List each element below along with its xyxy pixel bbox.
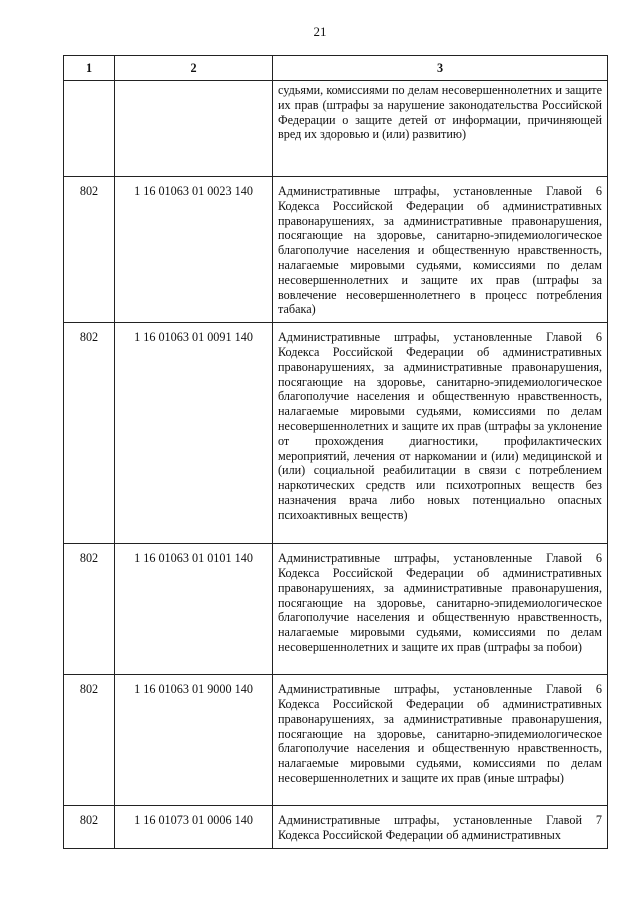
admin-code-cell: 802	[64, 675, 115, 806]
column-header-3: 3	[273, 56, 608, 81]
budget-code-cell: 1 16 01073 01 0006 140	[115, 806, 273, 849]
column-header-1: 1	[64, 56, 115, 81]
table-row	[64, 675, 608, 806]
admin-code-cell	[64, 81, 115, 177]
description-cell: Административные штрафы, установленные Главой 7 Кодекса Российской Федерации об административных	[273, 806, 608, 849]
admin-code-cell: 802	[64, 323, 115, 544]
budget-code-cell: 1 16 01063 01 0101 140	[115, 544, 273, 675]
description-cell: Административные штрафы, установленные Главой 6 Кодекса Российской Федерации об административных правонарушениях, за административные правонарушения, посягающие на здоровье, санитарно-эпидемиологическое благополучие населения и общественную нравственность, налагаемые мировыми судьями, комиссиями по делам несовершеннолетних и защите их прав (штрафы за вовлечение несовершеннолетнего в процесс потребления табака)	[273, 177, 608, 323]
description-cell: Административные штрафы, установленные Главой 6 Кодекса Российской Федерации об административных правонарушениях, за административные правонарушения, посягающие на здоровье, санитарно-эпидемиологическое благополучие населения и общественную нравственность, налагаемые мировыми судьями, комиссиями по делам несовершеннолетних и защите их прав (штрафы за побои)	[273, 544, 608, 675]
table-header-row	[64, 56, 608, 81]
budget-codes-table	[63, 55, 608, 849]
description-cell: судьями, комиссиями по делам несовершеннолетних и защите их прав (штрафы за нарушение законодательства Российской Федерации о защите детей от информации, причиняющей вред их здоровью и (или) развитию)	[273, 81, 608, 177]
admin-code-cell: 802	[64, 806, 115, 849]
table-row	[64, 177, 608, 323]
budget-code-cell: 1 16 01063 01 0091 140	[115, 323, 273, 544]
admin-code-cell: 802	[64, 177, 115, 323]
budget-code-cell	[115, 81, 273, 177]
budget-code-cell: 1 16 01063 01 9000 140	[115, 675, 273, 806]
table-row	[64, 544, 608, 675]
table-row	[64, 323, 608, 544]
table-row	[64, 806, 608, 849]
page-number: 21	[313, 24, 327, 39]
description-cell: Административные штрафы, установленные Главой 6 Кодекса Российской Федерации об административных правонарушениях, за административные правонарушения, посягающие на здоровье, санитарно-эпидемиологическое благополучие населения и общественную нравственность, налагаемые мировыми судьями, комиссиями по делам несовершеннолетних и защите их прав (иные штрафы)	[273, 675, 608, 806]
description-cell: Административные штрафы, установленные Главой 6 Кодекса Российской Федерации об административных правонарушениях, за административные правонарушения, посягающие на здоровье, санитарно-эпидемиологическое благополучие населения и общественную нравственность, налагаемые мировыми судьями, комиссиями по делам несовершеннолетних и защите их прав (штрафы за уклонение от прохождения диагностики, профилактических мероприятий, лечения от наркомании и (или) медицинской и (или) социальной реабилитации в связи с потреблением наркотических средств или психотропных веществ без назначения врача либо новых потенциально опасных психоактивных веществ)	[273, 323, 608, 544]
table-row	[64, 81, 608, 177]
budget-code-cell: 1 16 01063 01 0023 140	[115, 177, 273, 323]
column-header-2: 2	[115, 56, 273, 81]
admin-code-cell: 802	[64, 544, 115, 675]
